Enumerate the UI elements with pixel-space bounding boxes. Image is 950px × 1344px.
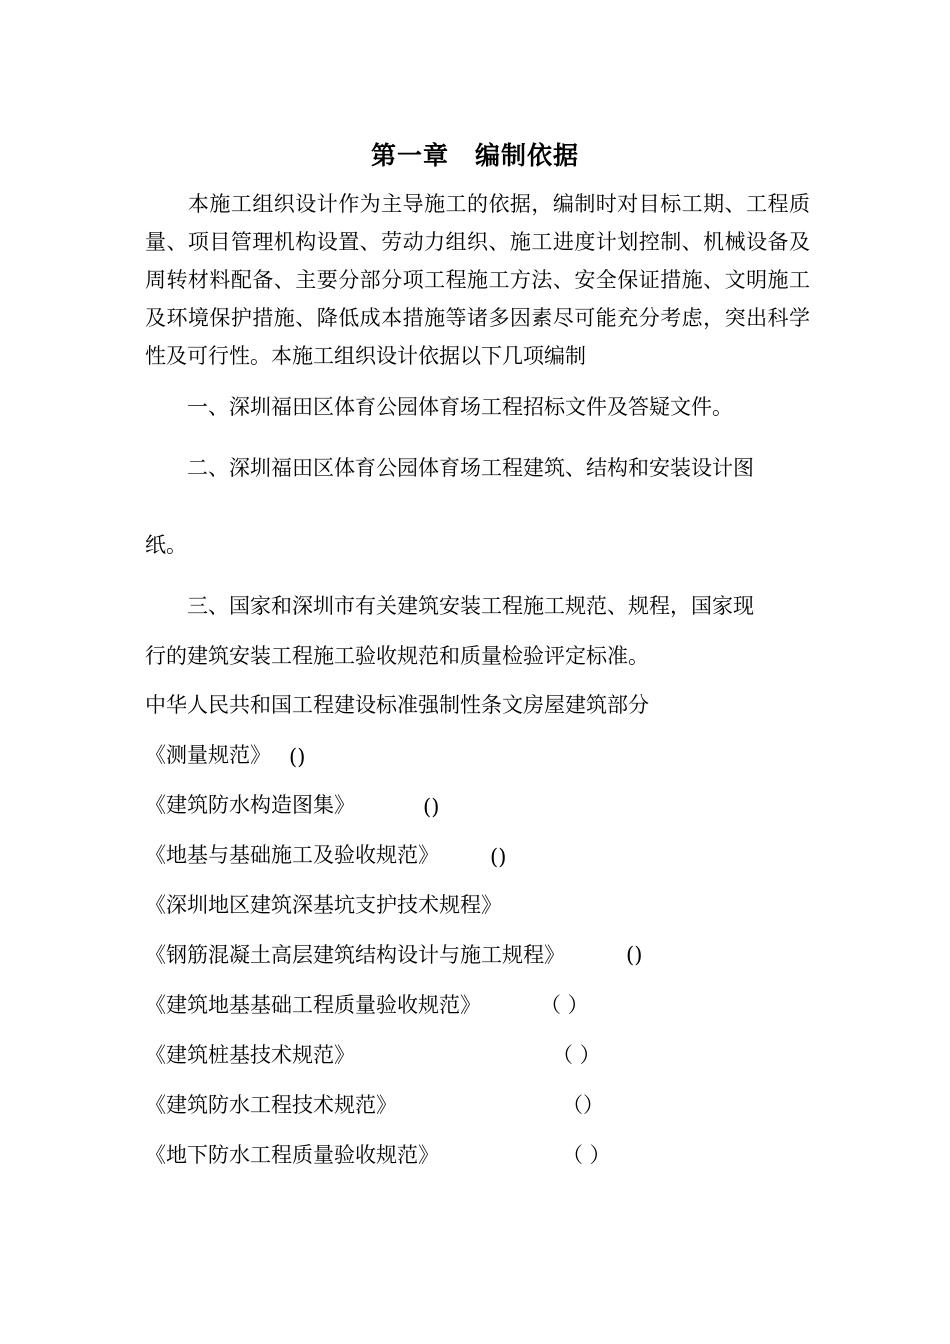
standard-name: 《建筑地基基础工程质量验收规范》 (145, 993, 481, 1017)
basis-item-2-continued: 纸。 (145, 533, 187, 557)
standard-name: 《钢筋混凝土高层建筑结构设计与施工规程》 (145, 943, 565, 967)
basis-item-3-continued: 行的建筑安装工程施工验收规范和质量检验评定标准。 (145, 644, 649, 668)
chapter-title: 第一章 编制依据 (370, 141, 579, 170)
standard-name: 《建筑防水工程技术规范》 (145, 1093, 397, 1117)
standard-name: 《测量规范》 (145, 743, 271, 767)
standard-name: 《建筑桩基技术规范》 (145, 1043, 355, 1067)
standard-code: （ ） (552, 1043, 601, 1067)
standard-code: （） (562, 1093, 604, 1117)
basis-item-1: 一、深圳福田区体育公园体育场工程招标文件及答疑文件。 (145, 395, 733, 419)
standards-heading: 中华人民共和国工程建设标准强制性条文房屋建筑部分 (145, 693, 649, 717)
standard-name: 《地下防水工程质量验收规范》 (145, 1143, 439, 1167)
standard-name: 《建筑防水构造图集》 (145, 793, 355, 817)
standard-code: () (490, 845, 507, 869)
standard-name: 《深圳地区建筑深基坑支护技术规程》 (145, 893, 502, 917)
standard-name: 《地基与基础施工及验收规范》 (145, 843, 439, 867)
basis-item-2: 二、深圳福田区体育公园体育场工程建筑、结构和安装设计图 (145, 456, 754, 480)
standard-code: () (626, 943, 643, 967)
standard-code: （ ） (562, 1143, 611, 1167)
standard-code: () (289, 745, 306, 769)
basis-item-3: 三、国家和深圳市有关建筑安装工程施工规范、规程，国家现 (145, 594, 754, 618)
standard-code: () (423, 795, 440, 819)
standard-code: （ ） (540, 993, 589, 1017)
intro-paragraph: 本施工组织设计作为主导施工的依据，编制时对目标工期、工程质量、项目管理机构设置、劳动力组织、施工进度计划控制、机械设备及周转材料配备、主要分部分项工程施工方法、安全保证措施、文明施工及环境保护措施、降低成本措施等诸多因素尽可能充分考虑，突出科学性及可行性。本施工组织设计依据以下几项编制 (145, 192, 810, 368)
